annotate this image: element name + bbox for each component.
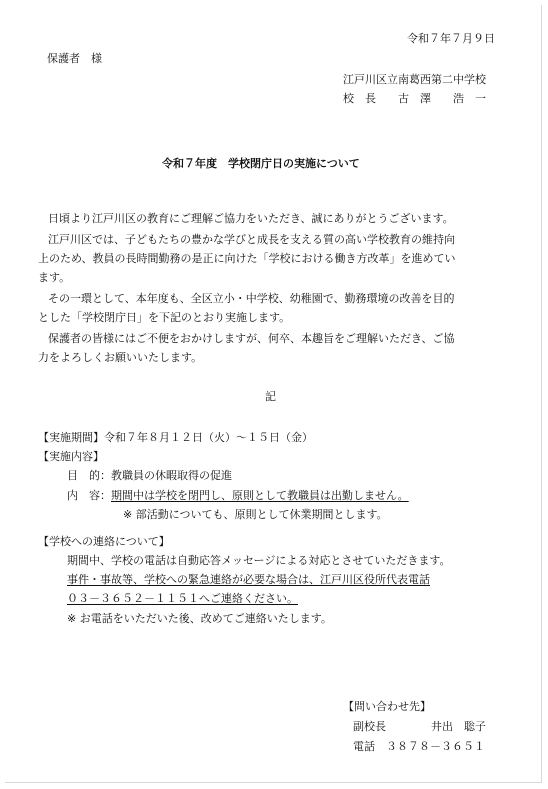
- school-name: 江戸川区立南葛西第二中学校: [343, 73, 486, 86]
- paragraph-1: 日頃より江戸川区の教育にご理解ご協力をいただき、誠にありがとうございます。: [48, 212, 454, 225]
- vice-principal-title: 副校長: [353, 720, 386, 733]
- detail-label: 内 容：: [67, 489, 111, 502]
- vice-principal-name: 井出 聡子: [431, 720, 486, 733]
- principal-name: 校 長 古 澤 浩 一: [343, 92, 486, 105]
- inquiry-phone: 電話 ３８７８－３６５１: [353, 740, 485, 753]
- paragraph-4-line-2: 力をよろしくお願いいたします。: [38, 351, 203, 364]
- detail-line: [67, 489, 409, 503]
- ki-heading: 記: [265, 390, 276, 403]
- detail-text: 期間中は学校を閉門し、原則として教職員は出勤しません。: [111, 489, 409, 502]
- purpose-line: 目 的：教職員の休暇取得の促進: [67, 469, 232, 482]
- contact-note: ※ お電話をいただいた後、改めてご連絡いたします。: [67, 612, 332, 625]
- document-title: 令和７年度 学校閉庁日の実施について: [162, 157, 360, 170]
- contact-header: 【学校への連絡について】: [38, 535, 170, 548]
- paragraph-2-line-3: ます。: [38, 271, 71, 284]
- letter-date: 令和７年７月９日: [407, 32, 495, 45]
- paragraph-3-line-2: とした「学校閉庁日」を下記のとおり実施します。: [38, 311, 291, 324]
- implementation-content-header: 【実施内容】: [38, 450, 104, 463]
- emergency-contact-text: 事件・事故等、学校への緊急連絡が必要な場合は、江戸川区役所代表電話: [67, 573, 430, 586]
- emergency-phone-text: ０３－３６５２－１１５１へご連絡ください。: [67, 592, 298, 605]
- paragraph-2-line-1: 江戸川区では、子どもたちの豊かな学びと成長を支える質の高い学校教育の維持向: [48, 233, 455, 246]
- inquiry-header: 【問い合わせ先】: [343, 700, 431, 713]
- contact-line-1: 期間中、学校の電話は自動応答メッセージによる対応とさせていただきます。: [67, 554, 451, 567]
- paragraph-4-line-1: 保護者の皆様にはご不便をおかけしますが、何卒、本趣旨をご理解いただき、ご協: [48, 332, 455, 345]
- paragraph-3-line-1: その一環として、本年度も、全区立小・中学校、幼稚園で、勤務環境の改善を目的: [48, 292, 455, 305]
- contact-line-2: [67, 573, 430, 587]
- paragraph-2-line-2: 上のため、教員の長時間勤務の是正に向けた「学校における働き方改革」を進めてい: [38, 252, 456, 265]
- implementation-period: 【実施期間】令和７年８月１２日（火）～１５日（金）: [38, 431, 313, 444]
- club-activity-note: ※ 部活動についても、原則として休業期間とします。: [123, 508, 388, 521]
- contact-line-3: [67, 592, 298, 606]
- recipient: 保護者 様: [47, 52, 102, 65]
